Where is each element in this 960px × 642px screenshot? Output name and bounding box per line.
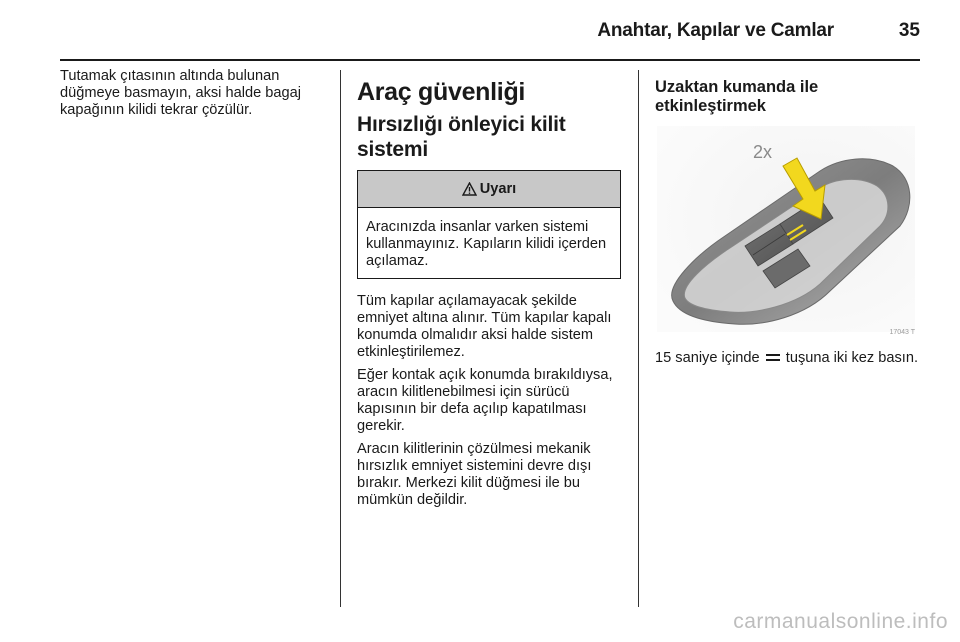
- page-number: 35: [898, 20, 920, 41]
- instruction-after: tuşuna iki kez basın.: [785, 350, 919, 366]
- warning-label: Uyarı: [479, 181, 517, 197]
- section-heading: Araç güvenliği: [357, 78, 526, 106]
- paragraph: Tüm kapılar açılamayacak şekilde emniyet altına alınır. Tüm kapılar kapalı konumda olmalıdır aksi halde sistem etkinleştirilemez.: [357, 293, 612, 360]
- column-2: [357, 68, 625, 515]
- warning-box: [357, 170, 621, 279]
- column-divider-1: [340, 70, 341, 607]
- paragraph: Aracın kilitlerinin çözülmesi mekanik hırsızlık emniyet sistemini devre dışı bırakır. Merkezi kilit düğmesi ile bu mümkün değildir.: [357, 441, 592, 508]
- subsection-heading: Hırsızlığı önleyici kilit sistemi: [357, 113, 566, 161]
- double-line-button-icon: [766, 354, 780, 361]
- header-rule: [60, 59, 920, 61]
- section-heading: Uzaktan kumanda ile etkinleştirmek: [655, 78, 819, 115]
- warning-text: Aracınızda insanlar varken sistemi kullanmayınız. Kapıların kilidi içerden açılamaz.: [366, 219, 607, 269]
- column-1: [60, 68, 335, 125]
- paragraph: Tutamak çıtasının altında bulunan düğmeye basmayın, aksi halde bagaj kapağının kilidi tekrar çözülür.: [60, 68, 301, 118]
- header-title: Anahtar, Kapılar ve Camlar: [597, 20, 834, 41]
- warning-header: [358, 171, 620, 208]
- key-fob-illustration: [655, 126, 917, 336]
- press-count-label: 2x: [753, 142, 773, 162]
- paragraph: Eğer kontak açık konumda bırakıldıysa, aracın kilitlenebilmesi için sürücü kapısının bir defa açılıp kapatılması gerekir.: [357, 367, 613, 434]
- column-divider-2: [638, 70, 639, 607]
- key-fob-figure: [655, 126, 917, 336]
- figure-number: 17043 T: [889, 329, 915, 336]
- warning-triangle-icon: [462, 182, 477, 196]
- instruction-text: [655, 350, 923, 367]
- watermark: carmanualsonline.info: [733, 610, 948, 633]
- column-3: [655, 68, 923, 373]
- instruction-before: 15 saniye içinde: [655, 350, 760, 366]
